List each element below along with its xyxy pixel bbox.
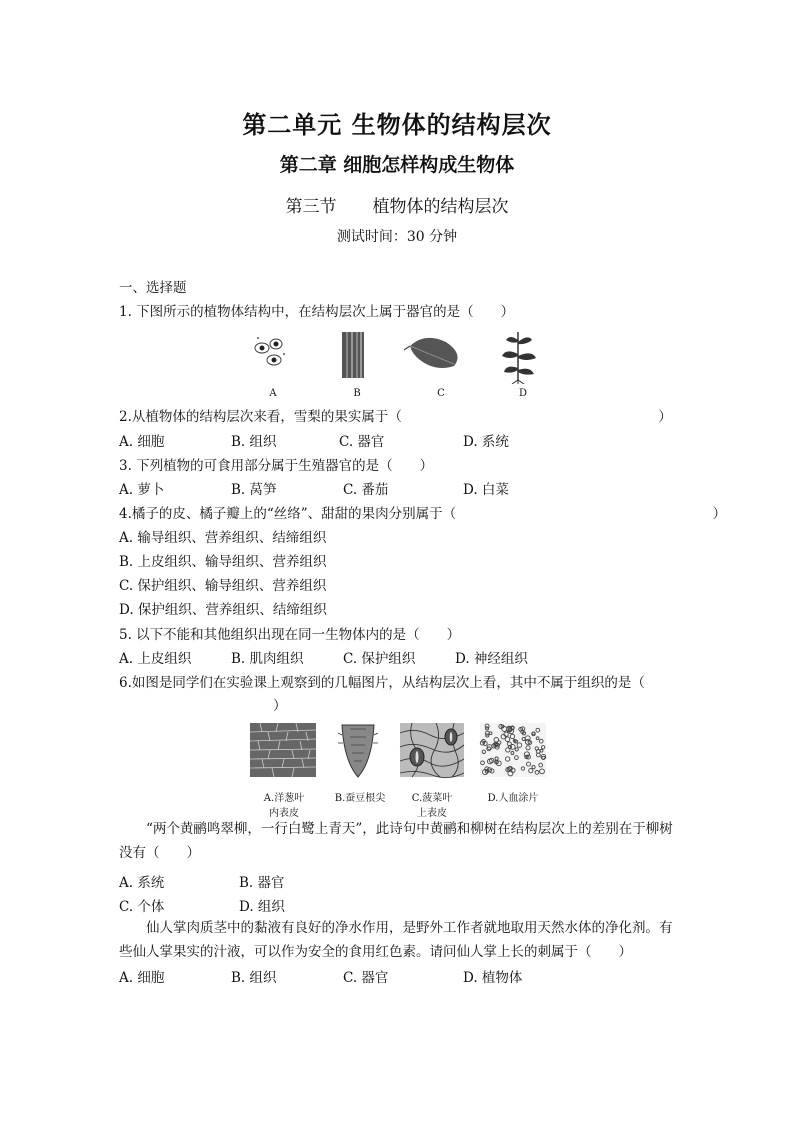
- blood-smear-image: [480, 723, 546, 777]
- question-5-options: [119, 647, 528, 667]
- question-1-figure: [250, 328, 540, 384]
- question-2-options: [119, 430, 509, 450]
- figure-label-line: B.蚕豆根尖: [334, 793, 386, 804]
- option[interactable]: D. 神经组织: [455, 651, 528, 667]
- figure-label-c: [400, 789, 464, 819]
- figure-label-a: [252, 789, 316, 819]
- figure-label-b: B: [353, 388, 361, 399]
- figure-label-line: A.洋葱叶: [263, 793, 305, 804]
- question-5-stem: 5. 以下不能和其他组织出现在同一生物体内的是（ ）: [119, 627, 461, 643]
- option[interactable]: D. 保护组织、营养组织、结缔组织: [119, 602, 327, 618]
- spinach-epidermis-image: [400, 723, 464, 778]
- option[interactable]: A. 萝卜: [119, 482, 165, 498]
- option[interactable]: B. 器官: [239, 875, 285, 891]
- option[interactable]: A. 上皮组织: [119, 651, 192, 667]
- section-name: 植物体的结构层次: [372, 197, 509, 217]
- section-label: 第三节: [285, 197, 337, 217]
- figure-label-line: 内表皮: [269, 808, 299, 819]
- section-heading: 一、选择题: [119, 280, 187, 296]
- question-3-stem: 3. 下列植物的可食用部分属于生殖器官的是（ ）: [119, 458, 434, 474]
- option[interactable]: A. 细胞: [119, 434, 165, 450]
- plant-image: [502, 332, 536, 384]
- question-2-stem: 2.从植物体的结构层次来看，雪梨的果实属于（ ）: [119, 409, 672, 425]
- figure-label-line: 上表皮: [417, 808, 447, 819]
- option[interactable]: B. 组织: [231, 970, 277, 986]
- unit-title: 第二单元 生物体的结构层次: [242, 111, 552, 139]
- option[interactable]: D. 系统: [463, 434, 509, 450]
- cells-image: [255, 337, 285, 365]
- question-7-stem: “两个黄鹂鸣翠柳，一行白鹭上青天”，此诗句中黄鹂和柳树在结构层次上的差别在于柳树没有（ ）: [119, 821, 673, 861]
- option[interactable]: D. 植物体: [463, 970, 523, 986]
- chapter-title: 第二章 细胞怎样构成生物体: [279, 154, 515, 176]
- figure-label-a: A: [269, 388, 277, 399]
- question-1-stem: 1. 下图所示的植物体结构中，在结构层次上属于器官的是（ ）: [119, 304, 515, 320]
- leaf-image: [404, 338, 458, 368]
- figure-label-b: [326, 789, 394, 804]
- question-3-options: [119, 478, 509, 498]
- option[interactable]: C. 保护组织: [343, 651, 416, 667]
- root-tip-image: [338, 725, 378, 777]
- question-6-stem-end: ）: [273, 698, 287, 714]
- option[interactable]: A. 系统: [119, 875, 165, 891]
- question-7-options-row-1: [119, 871, 285, 891]
- figure-label-d: [478, 789, 548, 804]
- option[interactable]: B. 组织: [231, 434, 277, 450]
- option[interactable]: C. 保护组织、输导组织、营养组织: [119, 578, 327, 594]
- option[interactable]: C. 番茄: [343, 482, 389, 498]
- option[interactable]: B. 上皮组织、输导组织、营养组织: [119, 554, 327, 570]
- option[interactable]: C. 器官: [343, 970, 389, 986]
- test-time: 测试时间：30 分钟: [336, 229, 458, 245]
- option[interactable]: C. 个体: [119, 899, 165, 915]
- figure-label-line: D.人血涂片: [487, 793, 539, 804]
- option[interactable]: B. 莴笋: [231, 482, 277, 498]
- question-6-stem: 6.如图是同学们在实验课上观察到的几幅图片，从结构层次上看，其中不属于组织的是（: [119, 675, 645, 691]
- figure-label-c: C: [437, 388, 445, 399]
- figure-label-d: D: [518, 388, 528, 399]
- question-8-stem: 仙人掌肉质茎中的黏液有良好的净水作用，是野外工作者就地取用天然水体的净化剂。有些仙人掌果实的汁液，可以作为安全的食用红色素。请问仙人掌上长的刺属于（ ）: [119, 920, 673, 960]
- section-title: [0, 192, 794, 217]
- figure-label-line: C.菠菜叶: [411, 793, 453, 804]
- option[interactable]: B. 肌肉组织: [231, 651, 304, 667]
- option[interactable]: C. 器官: [339, 434, 385, 450]
- question-8-options: [119, 966, 522, 986]
- question-4-stem: 4.橘子的皮、橘子瓣上的“丝络”、甜甜的果肉分别属于（ ）: [119, 506, 727, 522]
- option[interactable]: D. 组织: [239, 899, 285, 915]
- tissue-image: [342, 332, 364, 378]
- option[interactable]: A. 输导组织、营养组织、结缔组织: [119, 530, 327, 546]
- option[interactable]: A. 细胞: [119, 970, 165, 986]
- question-7-options-row-2: [119, 895, 285, 915]
- question-6-figure: [250, 723, 550, 779]
- option[interactable]: D. 白菜: [463, 482, 509, 498]
- onion-epidermis-image: [250, 723, 316, 777]
